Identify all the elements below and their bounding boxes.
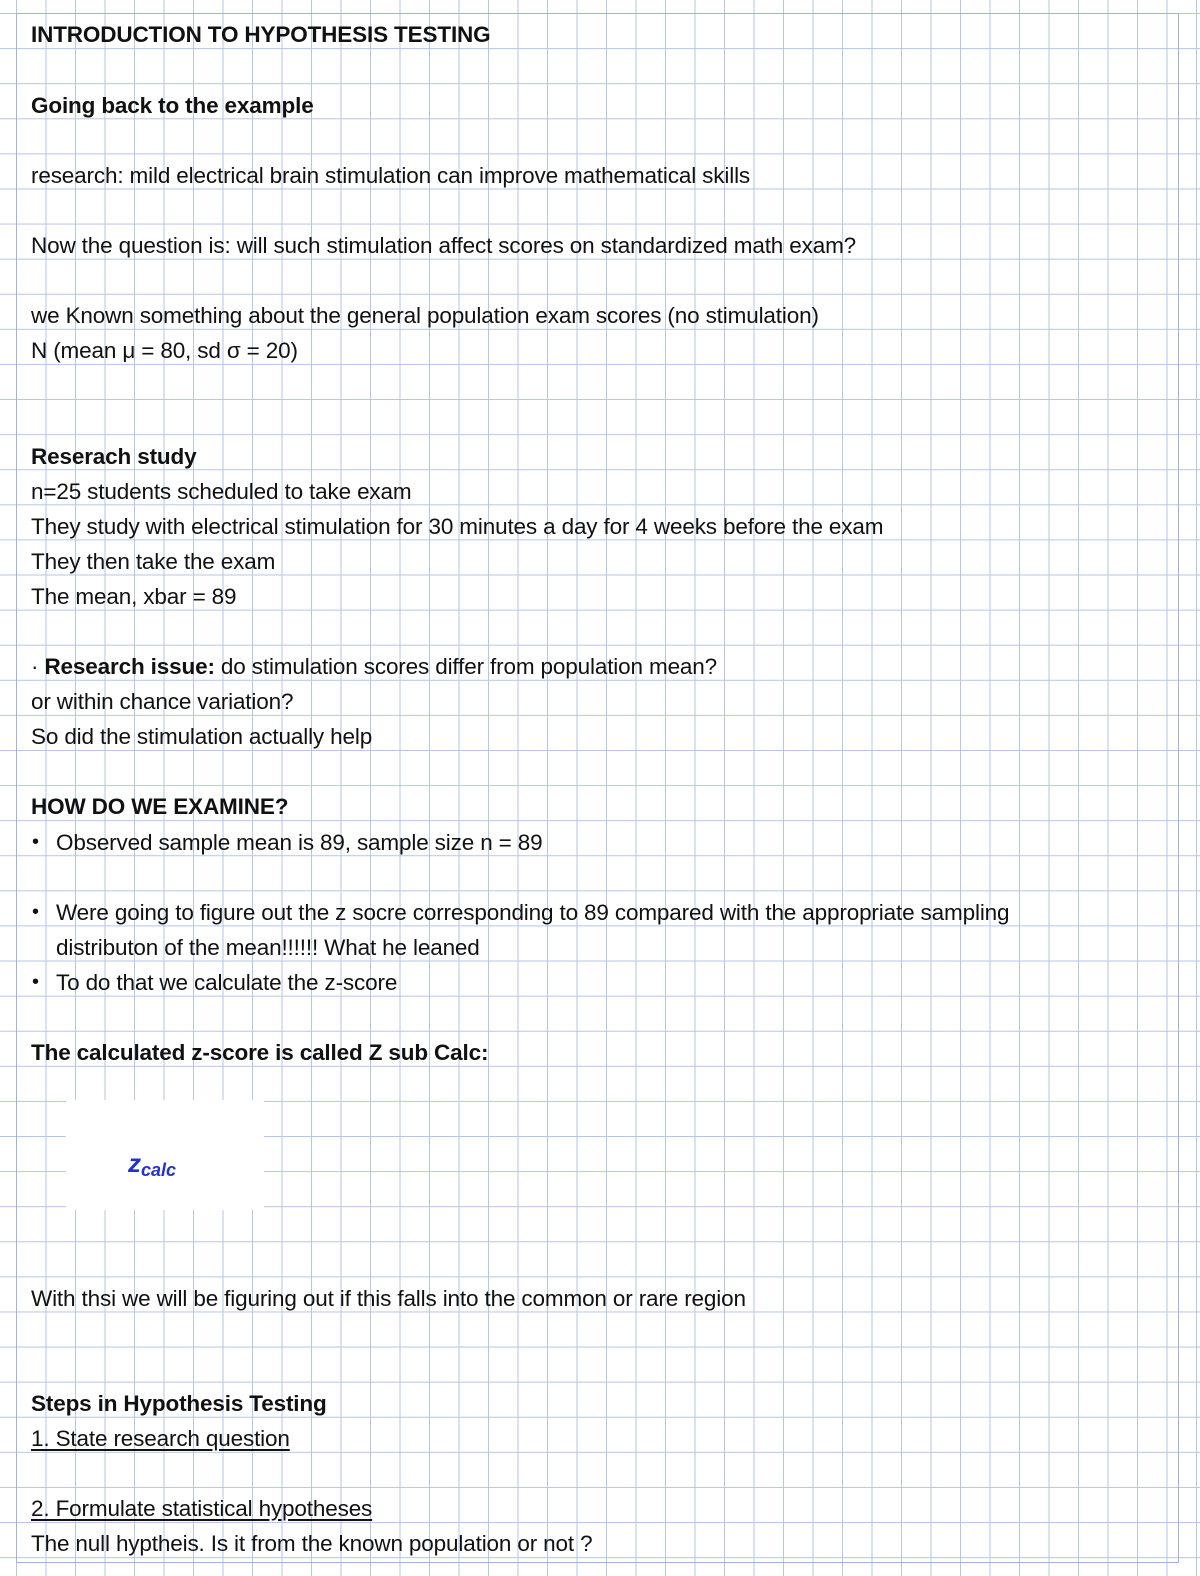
steps-heading: Steps in Hypothesis Testing — [31, 1391, 327, 1416]
bullet-dot: • — [32, 971, 40, 993]
distribution-line: N (mean μ = 80, sd σ = 20) — [31, 338, 298, 363]
step-2: 2. Formulate statistical hypotheses — [31, 1496, 373, 1521]
study-line: They study with electrical stimulation for 30 minutes a day for 4 weeks before the exam — [31, 514, 884, 539]
study-heading: Reserach study — [31, 444, 197, 469]
issue-line-3: So did the stimulation actually help — [31, 724, 373, 749]
known-line: we Known something about the general population exam scores (no stimulation) — [31, 303, 819, 328]
region-line: With thsi we will be figuring out if this falls into the common or rare region — [31, 1286, 746, 1311]
question-line: Now the question is: will such stimulation affect scores on standardized math exam? — [31, 233, 857, 258]
examine-heading: HOW DO WE EXAMINE? — [31, 794, 289, 819]
bullet-dot: • — [32, 831, 40, 853]
zcalc-heading: The calculated z-score is called Z sub Calc: — [31, 1040, 489, 1065]
examine-bullet-1: Observed sample mean is 89, sample size n = 89 — [56, 830, 543, 855]
issue-bullet: · — [31, 654, 39, 679]
issue-label: Research issue: — [44, 654, 215, 679]
research-issue-line — [31, 649, 717, 684]
step-1: 1. State research question — [31, 1426, 290, 1451]
issue-text: do stimulation scores differ from population mean? — [214, 654, 718, 679]
research-line: research: mild electrical brain stimulation can improve mathematical skills — [31, 163, 751, 188]
z-symbol: z — [128, 1148, 141, 1178]
issue-line-2: or within chance variation? — [31, 689, 294, 714]
bullet-dot: • — [32, 901, 40, 923]
example-heading: Going back to the example — [31, 93, 314, 118]
page-title: INTRODUCTION TO HYPOTHESIS TESTING — [31, 22, 491, 47]
calc-subscript: calc — [141, 1160, 177, 1180]
study-line: n=25 students scheduled to take exam — [31, 479, 412, 504]
step-2-text: The null hyptheis. Is it from the known population or not ? — [31, 1531, 593, 1556]
study-line: The mean, xbar = 89 — [31, 584, 237, 609]
study-line: They then take the exam — [31, 549, 276, 574]
z-calc-symbol — [128, 1148, 176, 1185]
examine-bullet-2-cont: distributon of the mean!!!!!! What he leaned — [56, 935, 480, 960]
examine-bullet-2: Were going to figure out the z socre corresponding to 89 compared with the appropriate sampling — [56, 900, 1010, 925]
examine-bullet-3: To do that we calculate the z-score — [56, 970, 398, 995]
